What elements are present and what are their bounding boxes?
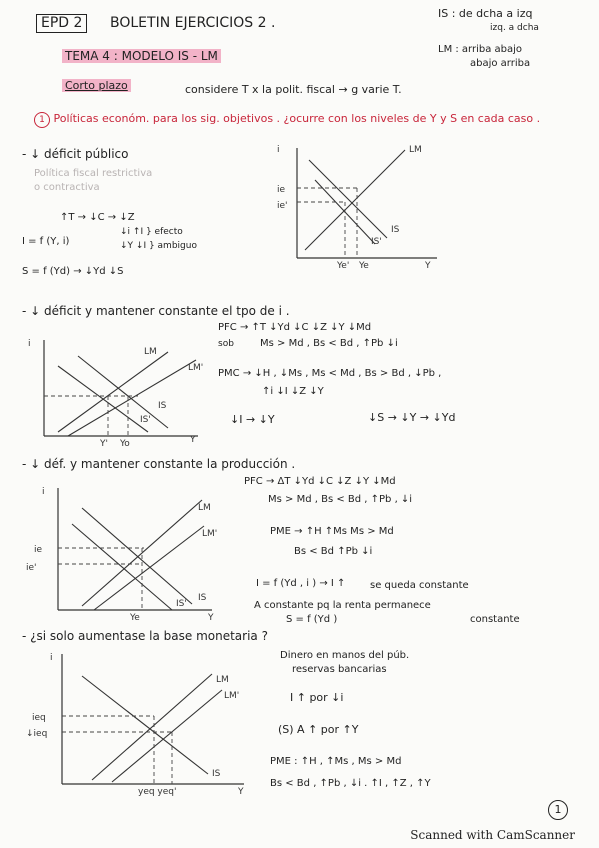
graph3-is-label: IS: [198, 593, 207, 603]
epd-label: EPD 2: [36, 14, 87, 33]
graph4-lm2-label: LM': [224, 691, 240, 701]
graph2-yo-label: Yo: [120, 439, 130, 449]
graph2-y-label: Y: [190, 435, 196, 445]
graph1-ye-label: Ye: [359, 261, 369, 271]
graph4-is-label: IS: [212, 769, 221, 779]
page-number: 1: [548, 800, 568, 820]
section1-faded-1: Política fiscal restrictiva: [34, 168, 153, 179]
section3-a2: Ms > Md , Bs < Bd , ↑Pb , ↓i: [268, 494, 413, 505]
section1-title: - ↓ déficit público: [22, 147, 129, 161]
is-note: IS : de dcha a izq: [438, 7, 533, 20]
section3-s-line: S = f (Yd ): [286, 614, 338, 625]
graph1-lm-label: LM: [409, 145, 422, 155]
graph4-y-label: Y: [238, 787, 244, 797]
graph2-lm2-label: LM': [188, 363, 204, 373]
section4-l4: Bs < Bd , ↑Pb , ↓i . ↑I , ↑Z , ↑Y: [270, 778, 431, 789]
graph1-ie-label: ie: [277, 185, 286, 195]
exercise-statement: 1 Políticas económ. para los sig. objetivos . ¿ocurre con los niveles de Y y S en cada caso .: [34, 112, 554, 128]
section2-line-b: ↓S → ↓Y → ↓Yd: [368, 411, 456, 424]
tema-title: TEMA 4 : MODELO IS - LM: [62, 50, 221, 63]
section4-dinero2: reservas bancarias: [292, 664, 387, 675]
graph4-yeq-label: yeq yeq': [138, 787, 177, 797]
corto-plazo: Corto plazo: [62, 80, 131, 92]
section4-l1: I ↑ por ↓i: [290, 691, 344, 704]
graph3-i-label: i: [42, 487, 45, 497]
section3-constante: constante: [470, 614, 520, 625]
graph1-ie2-label: ie': [277, 201, 288, 211]
graph3-ye-label: Ye: [130, 613, 140, 623]
lm-note-2: abajo arriba: [470, 58, 531, 69]
section4-title: - ¿si solo aumentase la base monetaria ?: [22, 629, 268, 643]
graph1-ye2-label: Ye': [337, 261, 350, 271]
section3-se-queda: se queda constante: [370, 580, 469, 591]
section3-pme2: Bs < Bd ↑Pb ↓i: [294, 546, 373, 557]
section3-a1: PFC → ΔT ↓Yd ↓C ↓Z ↓Y ↓Md: [244, 476, 396, 487]
graph4-ieq2-label: ↓ieq: [26, 729, 48, 739]
section3-title: - ↓ déf. y mantener constante la producción .: [22, 457, 296, 471]
graph1-y-label: Y: [425, 261, 431, 271]
section2-line-a: ↓I → ↓Y: [230, 413, 275, 426]
graph3-lm2-label: LM': [202, 529, 218, 539]
graph4-lm-label: LM: [216, 675, 229, 685]
graph4-ieq-label: ieq: [32, 713, 46, 723]
section1-line2b: ↓i ↑I } efecto: [120, 227, 183, 237]
section2-title: - ↓ déficit y mantener constante el tpo de i .: [22, 304, 290, 318]
section1-line2c: ↓Y ↓I } ambiguo: [120, 241, 197, 251]
section2-pmc-2: ↑i ↓I ↓Z ↓Y: [262, 386, 324, 397]
graph2-ye-label: Y': [100, 439, 108, 449]
graph2-is2-label: IS': [140, 415, 151, 425]
section4-l3: PME : ↑H , ↑Ms , Ms > Md: [270, 756, 402, 767]
section2-pmc-1: PMC → ↓H , ↓Ms , Ms < Md , Bs > Bd , ↓Pb ,: [218, 368, 442, 379]
section3-pme1: PME → ↑H ↑Ms Ms > Md: [270, 526, 394, 537]
section1-faded-2: o contractiva: [34, 182, 100, 193]
graph3-is2-label: IS': [176, 599, 187, 609]
graph3-lm-label: LM: [198, 503, 211, 513]
graph4-i-label: i: [50, 653, 53, 663]
section2-sob: sob: [218, 339, 234, 349]
graph1-is2-label: IS': [371, 237, 382, 247]
graph3-ie-label: ie: [34, 545, 43, 555]
section2-pfc-2: Ms > Md , Bs < Bd , ↑Pb ↓i: [260, 338, 398, 349]
graph2-i-label: i: [28, 339, 31, 349]
graph-section2: [28, 336, 208, 448]
section2-pfc-1: PFC → ↑T ↓Yd ↓C ↓Z ↓Y ↓Md: [218, 322, 372, 333]
is-note-2: izq. a dcha: [490, 23, 539, 33]
graph-section1: [275, 140, 445, 270]
graph1-i-label: i: [277, 145, 280, 155]
lm-note: LM : arriba abajo: [438, 44, 523, 55]
section3-i-line: I = f (Yd , i ) → I ↑: [256, 578, 346, 589]
boletin-title: BOLETIN EJERCICIOS 2 .: [110, 15, 276, 31]
graph1-is-label: IS: [391, 225, 400, 235]
section4-dinero1: Dinero en manos del púb.: [280, 650, 410, 661]
exercise-number: 1: [34, 112, 50, 128]
considere-note: considere T x la polit. fiscal → g varie T.: [185, 83, 402, 96]
section1-line1: ↑T → ↓C → ↓Z: [60, 212, 135, 223]
scanner-footer: Scanned with CamScanner: [410, 828, 575, 842]
graph3-y-label: Y: [208, 613, 214, 623]
section1-line3: S = f (Yd) → ↓Yd ↓S: [22, 266, 124, 277]
graph-section4: [12, 650, 252, 796]
section1-line2a: I = f (Y, i): [22, 236, 70, 247]
graph-section3: [12, 486, 242, 622]
section3-a-const: A constante pq la renta permanece: [254, 600, 431, 611]
graph2-lm-label: LM: [144, 347, 157, 357]
graph2-is-label: IS: [158, 401, 167, 411]
graph3-ie2-label: ie': [26, 563, 37, 573]
section4-l2: (S) A ↑ por ↑Y: [278, 723, 359, 736]
